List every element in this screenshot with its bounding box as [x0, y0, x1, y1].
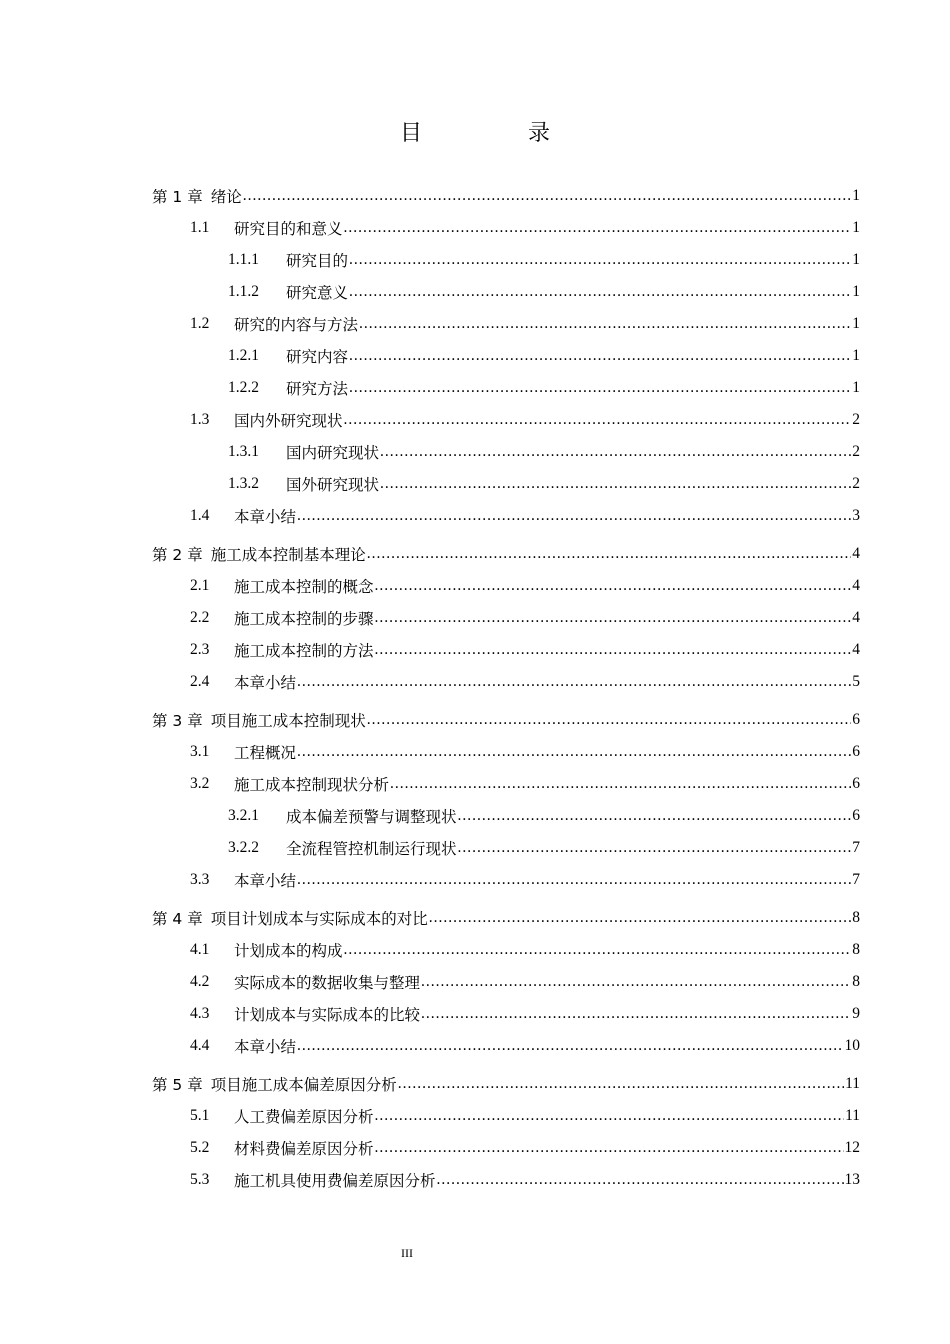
toc-entry-number: 1.3.1 [228, 443, 259, 460]
toc-entry-page: 4 [852, 641, 860, 658]
toc-leader-dots [297, 507, 851, 525]
toc-leader-dots [380, 475, 851, 493]
toc-leader-dots [375, 641, 852, 659]
toc-entry-label: 施工成本控制基本理论 [210, 546, 366, 564]
toc-entry-number: 4.2 [190, 973, 210, 990]
toc-entry-number: 1.2.1 [228, 347, 259, 364]
toc-entry[interactable] [152, 902, 860, 934]
toc-entry-page: 12 [844, 1139, 860, 1156]
toc-entry[interactable] [152, 436, 860, 468]
toc-entry-page: 1 [852, 187, 860, 204]
toc-entry-page: 11 [845, 1075, 860, 1092]
toc-entry-label: 研究目的 [286, 252, 349, 270]
toc-entry-page: 7 [852, 871, 860, 888]
toc-entry[interactable] [152, 1100, 860, 1132]
toc-leader-dots [375, 1107, 845, 1125]
toc-entry-number: 第 4 章 [152, 910, 203, 928]
toc-entry-label: 本章小结 [234, 1038, 297, 1056]
toc-entry-number: 1.2 [190, 315, 210, 332]
toc-entry-label: 研究意义 [286, 284, 349, 302]
toc-entry-number: 第 1 章 [152, 188, 203, 206]
toc-entry[interactable] [152, 704, 860, 736]
toc-entry-number: 2.4 [190, 673, 210, 690]
toc-entry-number: 5.2 [190, 1139, 210, 1156]
toc-entry-number: 1.2.2 [228, 379, 259, 396]
toc-entry-page: 1 [852, 219, 860, 236]
toc-entry-page: 1 [852, 315, 860, 332]
toc-entry-label: 实际成本的数据收集与整理 [234, 974, 421, 992]
toc-entry[interactable] [152, 500, 860, 532]
toc-entry-label: 成本偏差预警与调整现状 [286, 808, 457, 826]
toc-entry-number: 1.3 [190, 411, 210, 428]
toc-leader-dots [375, 609, 852, 627]
toc-entry[interactable] [152, 468, 860, 500]
toc-entry-page: 2 [852, 475, 860, 492]
toc-entry-number: 3.3 [190, 871, 210, 888]
toc-entry[interactable] [152, 1164, 860, 1196]
toc-entry[interactable] [152, 538, 860, 570]
toc-entry-label: 施工成本控制现状分析 [234, 776, 390, 794]
table-of-contents [152, 180, 860, 1196]
toc-entry-page: 9 [852, 1005, 860, 1022]
toc-entry-number: 1.1.1 [228, 251, 259, 268]
toc-entry-label: 本章小结 [234, 872, 297, 890]
toc-entry[interactable] [152, 372, 860, 404]
toc-leader-dots [349, 379, 851, 397]
toc-leader-dots [297, 871, 851, 889]
toc-entry-label: 绪论 [210, 188, 242, 206]
toc-entry-number: 4.4 [190, 1037, 210, 1054]
toc-entry-number: 2.2 [190, 609, 210, 626]
toc-entry-page: 1 [852, 251, 860, 268]
toc-entry-number: 4.1 [190, 941, 210, 958]
toc-leader-dots [390, 775, 851, 793]
toc-entry[interactable] [152, 340, 860, 372]
toc-entry[interactable] [152, 602, 860, 634]
toc-entry[interactable] [152, 1068, 860, 1100]
toc-entry-number: 5.3 [190, 1171, 210, 1188]
toc-leader-dots [349, 251, 851, 269]
toc-entry-page: 3 [852, 507, 860, 524]
toc-entry-label: 材料费偏差原因分析 [234, 1140, 374, 1158]
toc-entry-number: 1.3.2 [228, 475, 259, 492]
toc-entry[interactable] [152, 768, 860, 800]
toc-entry-page: 1 [852, 379, 860, 396]
toc-entry-label: 人工费偏差原因分析 [234, 1108, 374, 1126]
toc-entry-page: 7 [852, 839, 860, 856]
toc-leader-dots [344, 411, 852, 429]
toc-leader-dots [437, 1171, 844, 1189]
toc-entry-label: 研究的内容与方法 [234, 316, 359, 334]
toc-entry-page: 10 [844, 1037, 860, 1054]
toc-entry-label: 研究目的和意义 [234, 220, 343, 238]
toc-leader-dots [398, 1075, 844, 1093]
toc-entry-label: 计划成本与实际成本的比较 [234, 1006, 421, 1024]
toc-entry[interactable] [152, 1132, 860, 1164]
toc-entry[interactable] [152, 308, 860, 340]
toc-entry[interactable] [152, 634, 860, 666]
toc-entry[interactable] [152, 864, 860, 896]
toc-entry-label: 全流程管控机制运行现状 [286, 840, 457, 858]
toc-leader-dots [458, 807, 852, 825]
toc-entry-label: 国外研究现状 [286, 476, 380, 494]
toc-entry[interactable] [152, 244, 860, 276]
toc-entry-label: 施工成本控制的步骤 [234, 610, 374, 628]
toc-entry[interactable] [152, 404, 860, 436]
toc-entry-page: 4 [852, 545, 860, 562]
toc-entry-label: 本章小结 [234, 508, 297, 526]
toc-entry[interactable] [152, 934, 860, 966]
toc-entry[interactable] [152, 276, 860, 308]
toc-entry-number: 第 5 章 [152, 1076, 203, 1094]
toc-entry-page: 5 [852, 673, 860, 690]
toc-entry-label: 项目施工成本偏差原因分析 [210, 1076, 397, 1094]
toc-entry-number: 第 2 章 [152, 546, 203, 564]
toc-entry-page: 1 [852, 283, 860, 300]
toc-entry-label: 项目施工成本控制现状 [210, 712, 366, 730]
toc-entry-label: 研究内容 [286, 348, 349, 366]
toc-entry-label: 施工成本控制的方法 [234, 642, 374, 660]
toc-entry[interactable] [152, 570, 860, 602]
toc-entry-label: 施工成本控制的概念 [234, 578, 374, 596]
toc-leader-dots [349, 283, 851, 301]
toc-entry-page: 6 [852, 775, 860, 792]
toc-entry-number: 2.3 [190, 641, 210, 658]
toc-title: 目 录 [399, 121, 592, 146]
toc-entry-number: 1.4 [190, 507, 210, 524]
toc-entry-label: 国内研究现状 [286, 444, 380, 462]
toc-entry-label: 本章小结 [234, 674, 297, 692]
toc-leader-dots [458, 839, 852, 857]
toc-entry-page: 1 [852, 347, 860, 364]
toc-leader-dots [349, 347, 851, 365]
toc-leader-dots [375, 1139, 844, 1157]
toc-leader-dots [367, 711, 852, 729]
toc-entry-number: 3.2 [190, 775, 210, 792]
toc-entry[interactable] [152, 180, 860, 212]
toc-entry-label: 工程概况 [234, 744, 297, 762]
toc-entry-number: 3.2.1 [228, 807, 259, 824]
toc-entry-number: 1.1 [190, 219, 210, 236]
toc-leader-dots [380, 443, 851, 461]
toc-entry-number: 3.1 [190, 743, 210, 760]
toc-entry-number: 1.1.2 [228, 283, 259, 300]
toc-entry[interactable] [152, 1030, 860, 1062]
toc-entry-number: 第 3 章 [152, 712, 203, 730]
toc-entry-page: 8 [852, 973, 860, 990]
toc-leader-dots [421, 1005, 851, 1023]
toc-entry-page: 8 [852, 941, 860, 958]
toc-entry[interactable] [152, 800, 860, 832]
toc-entry-label: 国内外研究现状 [234, 412, 343, 430]
toc-entry-label: 研究方法 [286, 380, 349, 398]
toc-entry-label: 施工机具使用费偏差原因分析 [234, 1172, 436, 1190]
toc-entry-label: 计划成本的构成 [234, 942, 343, 960]
toc-entry[interactable] [152, 832, 860, 864]
toc-entry-page: 6 [852, 711, 860, 728]
toc-entry-page: 6 [852, 807, 860, 824]
toc-entry[interactable] [152, 966, 860, 998]
toc-entry[interactable] [152, 212, 860, 244]
toc-entry-page: 11 [845, 1107, 860, 1124]
toc-leader-dots [359, 315, 851, 333]
toc-entry-page: 6 [852, 743, 860, 760]
toc-entry-number: 3.2.2 [228, 839, 259, 856]
toc-entry-number: 4.3 [190, 1005, 210, 1022]
toc-leader-dots [367, 545, 852, 563]
toc-entry-number: 2.1 [190, 577, 210, 594]
toc-leader-dots [344, 941, 852, 959]
toc-entry-page: 4 [852, 577, 860, 594]
toc-leader-dots [297, 673, 851, 691]
toc-leader-dots [344, 219, 852, 237]
toc-entry[interactable] [152, 998, 860, 1030]
toc-leader-dots [429, 909, 852, 927]
toc-leader-dots [421, 973, 851, 991]
toc-entry-page: 13 [844, 1171, 860, 1188]
toc-entry-page: 8 [852, 909, 860, 926]
toc-entry-page: 4 [852, 609, 860, 626]
toc-leader-dots [375, 577, 852, 595]
toc-entry[interactable] [152, 736, 860, 768]
page-number: III [401, 1246, 413, 1260]
toc-entry-page: 2 [852, 443, 860, 460]
toc-entry-page: 2 [852, 411, 860, 428]
toc-entry[interactable] [152, 666, 860, 698]
toc-entry-label: 项目计划成本与实际成本的对比 [210, 910, 428, 928]
toc-leader-dots [297, 743, 851, 761]
toc-leader-dots [297, 1037, 843, 1055]
toc-entry-number: 5.1 [190, 1107, 210, 1124]
toc-leader-dots [243, 187, 852, 205]
